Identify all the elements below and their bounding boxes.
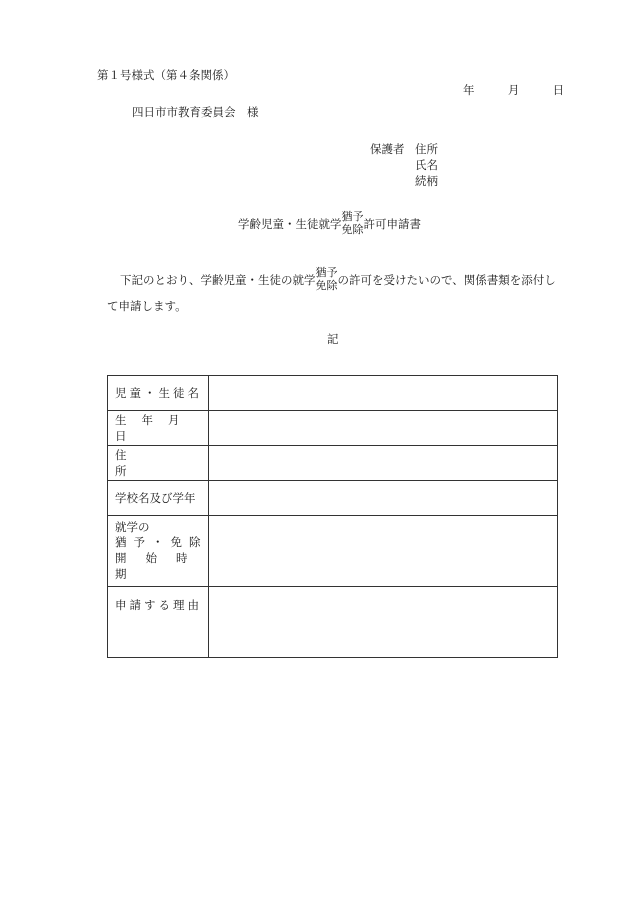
- table-row: [108, 411, 558, 446]
- title-option-top: 猶予: [341, 210, 364, 223]
- table-row: [108, 376, 558, 411]
- body-suffix: の許可を受けたいので、関係書類を添付し: [337, 272, 556, 287]
- row-value-reason[interactable]: [209, 587, 558, 658]
- row-value-school[interactable]: [209, 481, 558, 516]
- label-student-name: 児童・生徒名: [115, 386, 202, 400]
- body-line-1: [120, 267, 556, 292]
- title-suffix: 許可申請書: [363, 216, 421, 231]
- document-title: [238, 211, 421, 236]
- label-birthdate: 生年月日: [115, 413, 195, 443]
- table-row: [108, 481, 558, 516]
- date-year: 年: [463, 83, 475, 97]
- title-option-bottom: 免除: [341, 222, 364, 236]
- row-label-student-name: [108, 376, 209, 411]
- title-prefix: 学齢児童・生徒就学: [238, 216, 342, 231]
- applicant-name-label: 氏名: [415, 158, 438, 172]
- form-number: 第１号様式（第４条関係）: [97, 68, 235, 82]
- label-start-line-2: 猶予・免除: [115, 535, 208, 550]
- date-line: [463, 82, 564, 98]
- row-label-birthdate: [108, 411, 209, 446]
- addressee: 四日市市教育委員会 様: [132, 105, 259, 119]
- table-row: [108, 446, 558, 481]
- row-label-reason: [108, 587, 209, 658]
- ki-heading: 記: [327, 332, 339, 346]
- label-start-line-3: 開始時期: [115, 551, 207, 581]
- label-reason: 申請する理由: [115, 598, 202, 612]
- body-prefix: 下記のとおり、学齢児童・生徒の就学: [120, 272, 316, 287]
- row-value-start-period[interactable]: [209, 516, 558, 587]
- row-label-start-period: [108, 516, 209, 587]
- table-row: [108, 516, 558, 587]
- row-label-address: [108, 446, 209, 481]
- label-address: 住所: [115, 448, 183, 478]
- date-day: 日: [552, 83, 565, 97]
- applicant-relation-label: 続柄: [415, 174, 438, 188]
- body-line-2: て申請します。: [107, 299, 187, 313]
- applicant-role: 保護者: [370, 142, 405, 156]
- row-value-birthdate[interactable]: [209, 411, 558, 446]
- title-options: [342, 211, 364, 236]
- body-options: [316, 267, 338, 292]
- label-school: 学校名及び学年: [115, 491, 196, 505]
- applicant-address-label: 住所: [415, 142, 438, 156]
- body-option-bottom: 免除: [315, 278, 338, 292]
- date-month: 月: [507, 83, 520, 97]
- label-start-line-1: 就学の: [115, 519, 150, 534]
- row-value-address[interactable]: [209, 446, 558, 481]
- row-label-school: [108, 481, 209, 516]
- row-value-student-name[interactable]: [209, 376, 558, 411]
- table-row: [108, 587, 558, 658]
- body-option-top: 猶予: [315, 266, 338, 279]
- application-table: [107, 375, 558, 658]
